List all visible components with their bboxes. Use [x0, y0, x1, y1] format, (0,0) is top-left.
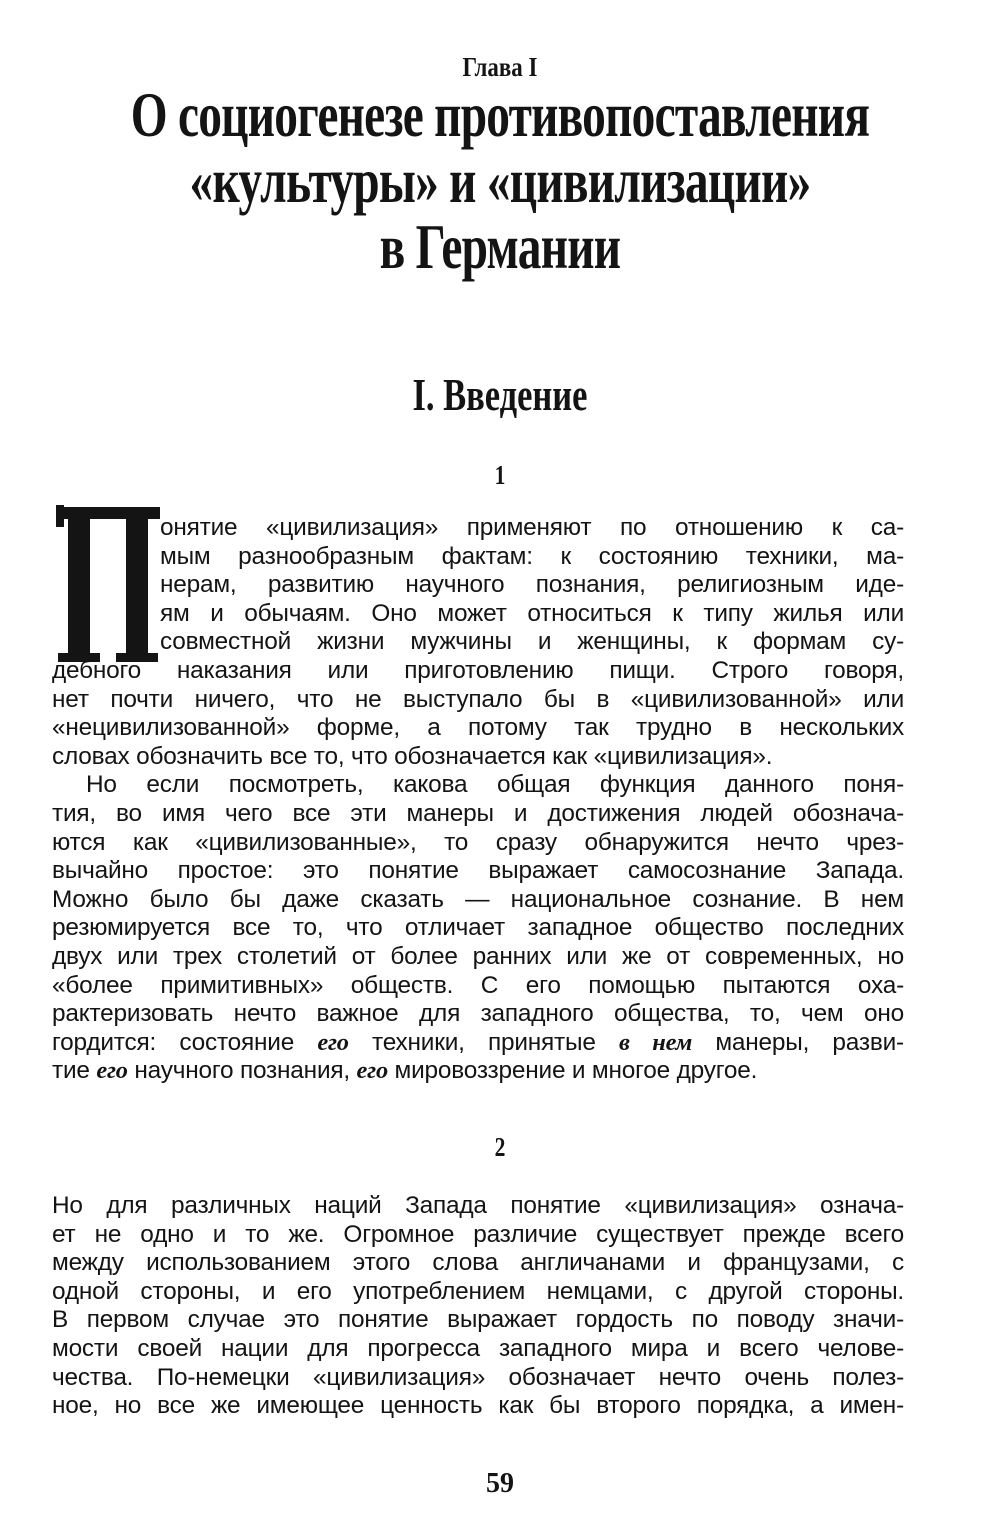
paragraph-part-2 — [52, 1192, 904, 1421]
text-run: мировоззрение и многое другое. — [387, 1057, 758, 1085]
chapter-title-line: О социогенезе противопоставления — [130, 79, 870, 150]
chapter-title — [130, 79, 870, 282]
page-number: 59 — [486, 1468, 514, 1499]
italic-run: его — [317, 1028, 349, 1056]
part-number: 2 — [494, 1132, 506, 1162]
text-run: тие — [52, 1057, 97, 1085]
text-line: Можно было бы даже сказать — национальное сознание. В нем — [52, 885, 904, 913]
chapter-label: Глава I — [462, 52, 538, 82]
italic-run: его — [356, 1057, 388, 1085]
text-line: рактеризовать нечто важное для западного общества, то, чем оно — [52, 1000, 904, 1028]
part-number: 1 — [494, 460, 506, 490]
italic-run: в нем — [618, 1028, 693, 1056]
text-line: словах обозначить все то, что обозначается как «цивилизация». — [52, 742, 773, 770]
text-run: техники, принятые — [348, 1028, 619, 1056]
text-line: Но для различных наций Запада понятие «цивилизация» означа- — [52, 1192, 904, 1219]
text-line: двух или трех столетий от более ранних или же от современных, но — [52, 942, 904, 970]
text-line: дебного наказания или приготовлению пищи. Строго говоря, — [52, 656, 904, 684]
text-line: между использованием этого слова англичанами и французами, с — [52, 1249, 904, 1277]
text-line: В первом случае это понятие выражает гордость по поводу значи- — [52, 1306, 904, 1334]
chapter-title-line: в Германии — [379, 211, 621, 282]
text-line-emphasis — [52, 1057, 904, 1086]
text-line: совместной жизни мужчины и женщины, к формам су- — [160, 628, 904, 656]
paragraph-part-1 — [52, 514, 904, 1086]
text-line: ются как «цивилизованные», то сразу обнаружится нечто чрез- — [52, 828, 904, 856]
text-line: резюмируется все то, что отличает западное общество последних — [52, 914, 904, 942]
text-line: Но если посмотреть, какова общая функция данного поня- — [86, 771, 904, 799]
text-line: тия, во имя чего все эти манеры и достижения людей обознача- — [52, 799, 904, 827]
text-line: мым разнообразным фактам: к состоянию техники, ма- — [160, 542, 904, 570]
text-run: гордится: состояние — [52, 1028, 318, 1056]
text-line: чества. По-немецки «цивилизация» обозначает нечто очень полез- — [52, 1363, 904, 1391]
text-line: нет почти ничего, что не выступало бы в «цивилизованной» или — [52, 685, 904, 713]
italic-run: его — [96, 1057, 128, 1085]
text-line: вычайно простое: это понятие выражает самосознание Запада. — [52, 857, 904, 885]
text-line: «нецивилизованной» форме, а потому так трудно в нескольких — [52, 714, 904, 742]
text-run: манеры, разви- — [692, 1028, 904, 1056]
text-line: нерам, развитию научного познания, религиозным иде- — [160, 571, 904, 599]
text-run: научного познания, — [127, 1057, 357, 1085]
section-title: I. Введение — [412, 369, 588, 420]
text-line: ное, но все же имеющее ценность как бы второго порядка, а имен- — [52, 1392, 904, 1420]
text-line: одной стороны, и его употреблением немцами, с другой стороны. — [52, 1277, 904, 1305]
text-line: ям и обычаям. Оно может относиться к типу жилья или — [160, 599, 904, 627]
text-line: онятие «цивилизация» применяют по отношению к са- — [160, 514, 904, 541]
chapter-title-line: «культуры» и «цивилизации» — [189, 145, 811, 216]
text-line: «более примитивных» обществ. С его помощью пытаются оха- — [52, 971, 904, 999]
text-line: ет не одно и то же. Огромное различие существует прежде всего — [52, 1220, 904, 1248]
text-line-emphasis — [52, 1029, 904, 1058]
text-line: мости своей нации для прогресса западного мира и всего челове- — [52, 1334, 904, 1362]
